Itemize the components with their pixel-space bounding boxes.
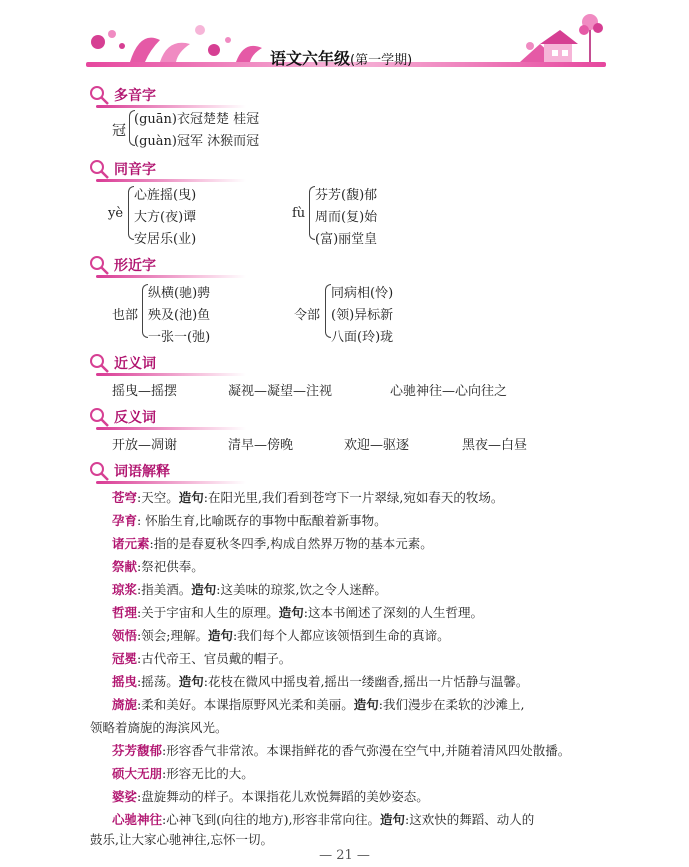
glossary-entry: 哲理:关于宇宙和人生的原理。造句:这本书阐述了深刻的人生哲理。	[112, 605, 483, 620]
homophone-line: 芬芳(馥)郁	[315, 188, 378, 203]
glossary-entry: 摇曳:摇荡。造句:花枝在微风中摇曳着,摇出一缕幽香,摇出一片恬静与温馨。	[112, 674, 529, 689]
similar-line: 同病相(怜)	[331, 286, 394, 301]
magnifier-icon	[88, 84, 110, 106]
glossary-entry: 心驰神往:心神飞到(向往的地方),形容非常向往。造句:这欢快的舞蹈、动人的	[112, 812, 535, 827]
magnifier-icon	[88, 406, 110, 428]
left-flower-decoration	[91, 25, 262, 62]
magnifier-icon	[88, 460, 110, 482]
similar-line: 纵横(驰)骋	[148, 286, 211, 301]
right-house-decoration	[520, 14, 603, 62]
glossary-entry: 孕育: 怀胎生育,比喻既存的事物中酝酿着新事物。	[112, 513, 387, 528]
glossary-entry: 琼浆:指美酒。造句:这美味的琼浆,饮之令人迷醉。	[112, 582, 387, 597]
glossary-entry-continuation: 领略着旖旎的海滨风光。	[90, 720, 228, 735]
similar-radical: 也部	[112, 308, 139, 323]
glossary-entry: 硕大无朋:形容无比的大。	[112, 766, 254, 781]
polyphone-line: (guàn)冠军 沐猴而冠	[134, 134, 260, 149]
glossary-entry: 芬芳馥郁:形容香气非常浓。本课指鲜花的香气弥漫在空气中,并随着清风四处散播。	[112, 743, 571, 758]
glossary-entry: 苍穹:天空。造句:在阳光里,我们看到苍穹下一片翠绿,宛如春天的牧场。	[112, 490, 504, 505]
antonym-item: 开放—凋谢	[112, 438, 178, 453]
homophone-line: 大方(夜)谭	[134, 210, 197, 225]
homophone-pinyin: yè	[108, 206, 124, 221]
glossary-entry: 旖旎:柔和美好。本课指原野风光柔和美丽。造句:我们漫步在柔软的沙滩上,	[112, 697, 525, 712]
page-number: — 21 —	[319, 848, 370, 863]
antonym-item: 欢迎—驱逐	[344, 438, 410, 453]
similar-radical: 令部	[294, 308, 321, 323]
polyphone-line: (guān)衣冠楚楚 桂冠	[134, 112, 260, 127]
magnifier-icon	[88, 158, 110, 180]
glossary-entry: 婆娑:盘旋舞动的样子。本课指花儿欢悦舞蹈的美妙姿态。	[112, 789, 429, 804]
synonym-item: 心驰神往—心向往之	[390, 384, 508, 399]
glossary-entry: 冠冕:古代帝王、官员戴的帽子。	[112, 651, 292, 666]
glossary-entry: 诸元素:指的是春夏秋冬四季,构成自然界万物的基本元素。	[112, 536, 433, 551]
homophone-line: 心旌摇(曳)	[134, 188, 197, 203]
homophone-pinyin: fù	[292, 206, 306, 221]
homophone-line: 周而(复)始	[315, 210, 378, 225]
glossary-entry-continuation: 鼓乐,让大家心驰神往,忘怀一切。	[90, 832, 273, 847]
book-title: 语文六年级(第一学期)	[270, 49, 413, 68]
synonym-item: 摇曳—摇摆	[112, 384, 178, 399]
synonym-item: 凝视—凝望—注视	[228, 384, 333, 399]
similar-line: (领)异标新	[331, 308, 394, 323]
homophone-line: 安居乐(业)	[134, 232, 197, 247]
polyphone-char: 冠	[112, 123, 126, 139]
magnifier-icon	[88, 352, 110, 374]
similar-line: 八面(玲)珑	[331, 330, 394, 345]
magnifier-icon	[88, 254, 110, 276]
glossary-entry: 领悟:领会;理解。造句:我们每个人都应该领悟到生命的真谛。	[112, 628, 450, 643]
similar-line: 一张一(弛)	[148, 330, 211, 345]
glossary-entry: 祭献:祭祀供奉。	[112, 559, 204, 574]
similar-line: 殃及(池)鱼	[148, 308, 211, 323]
antonym-item: 黑夜—白昼	[462, 438, 528, 453]
homophone-line: (富)丽堂皇	[315, 232, 378, 247]
antonym-item: 清早—傍晚	[228, 438, 294, 453]
